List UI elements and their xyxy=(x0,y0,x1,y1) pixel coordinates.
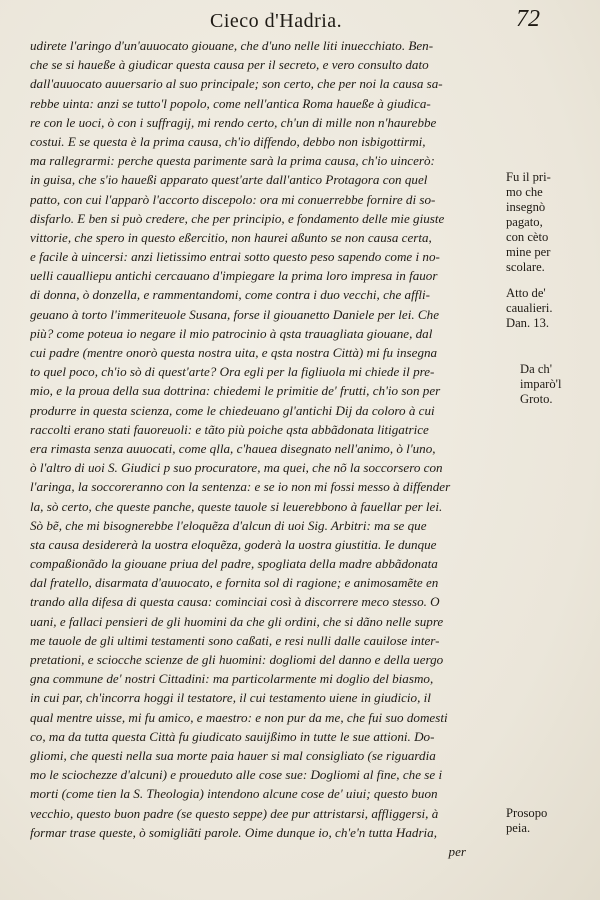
text-line: morti (come tien la S. Theologia) intendono alcune cose de' uiui; questo buon xyxy=(30,786,438,802)
margin-note-line: peia. xyxy=(506,821,531,835)
text-line: qual mentre uisse, mi fu amico, e maestro: e non pur da me, che fui suo domesti xyxy=(30,709,448,725)
margin-note-line: imparò'l xyxy=(520,377,562,391)
text-line: udirete l'aringo d'un'auuocato giouane, che d'uno nelle liti inuecchiato. Ben- xyxy=(30,38,434,53)
text-line: me tauole de gli ultimi testamenti sono caßati, e resi nulli dalle cauilose inter- xyxy=(30,632,440,648)
text-line: gliomi, che questi nella sua morte paia hauer si mal consigliato (se riguardia xyxy=(30,747,436,763)
text-line: to quel poco, ch'io sò di quest'arte? Ora egli per la figliuola mi chiede il pre- xyxy=(30,364,435,380)
margin-note-atto xyxy=(506,286,600,331)
text-line: sta causa desidererà la uostra eloquẽza, goderà la uostra giustitia. Ie dunque xyxy=(30,536,437,552)
text-line: rebbe uinta: anzi se tutto'l popolo, come nell'antica Roma haueße à giudica- xyxy=(30,95,431,111)
margin-note-line: mo che xyxy=(506,185,543,199)
running-title: Cieco d'Hadria. xyxy=(210,10,343,32)
catchword: per xyxy=(448,843,466,859)
margin-note-line: Fu il pri- xyxy=(506,170,551,184)
text-line: vecchio, questo buon padre (se questo seppe) dee pur attristarsi, affliggersi, à xyxy=(30,805,439,821)
text-line: cui padre (mentre onorò questa nostra uita, e qsta nostra Città) mi fu insegna xyxy=(30,345,438,360)
text-line: disfarlo. E ben si può credere, che per principio, e fondamento delle mie giuste xyxy=(30,210,445,226)
margin-note-line: con cèto xyxy=(506,230,549,244)
text-line: ma rallegrarmi: perche questa parimente sarà la prima causa, ch'io uincerò: xyxy=(30,153,435,169)
text-line: formar trase queste, ò somigliãti parole. Oime dunque io, ch'e'n tutta Hadria, xyxy=(30,824,437,840)
text-line: la, sò certo, che queste panche, queste tauole si leuerebbono à fauellar per lei. xyxy=(30,498,443,514)
text-line: ò l'altro di uoi S. Giudici p suo procuratore, ma quei, che nõ la soccorsero con xyxy=(30,460,443,476)
margin-note-line: caualieri. xyxy=(506,301,553,315)
text-line: mo le sciochezze d'alcuni) e proueduto alle cose sue: Dogliomi al fine, che se i xyxy=(30,767,443,783)
text-line: era rimasta senza auuocati, come qlla, c'hauea disegnato nell'animo, ò l'uno, xyxy=(30,440,436,456)
text-line: in cui par, ch'incorra hoggi il testatore, il cui testamento uiene in giudicio, il xyxy=(30,690,431,706)
margin-note-line: pagato, xyxy=(506,215,543,229)
text-line: più? come poteua io negare il mio patrocinio à qsta trauagliata giouane, dal xyxy=(30,325,433,341)
text-line: uani, e fallaci pensieri de gli huomini da che gli ordini, che si dãno nelle supre xyxy=(30,613,444,629)
text-line: raccolti erano stati fauoreuoli: e tãto più poiche qsta abbãdonata litigatrice xyxy=(30,421,429,437)
margin-note-groto xyxy=(520,362,600,407)
text-line: dall'auuocato auuersario al suo principale; son certo, che per noi la causa sa- xyxy=(30,76,443,92)
text-line: re con le uoci, ò con i suffragij, mi rendo certo, ch'un di mille non n'haurebbe xyxy=(30,114,437,130)
text-line: mio, e la proua della sua dottrina: chiedemi le primitie de' frutti, ch'io son per xyxy=(30,383,441,399)
margin-note-line: Atto de' xyxy=(506,286,546,300)
margin-note-line: Da ch' xyxy=(520,362,552,376)
margin-note-line: insegnò xyxy=(506,200,546,214)
margin-note-protagora xyxy=(506,170,600,275)
margin-note-line: scolare. xyxy=(506,260,545,274)
margin-note-line: mine per xyxy=(506,245,551,259)
text-line: costui. E se questa è la prima causa, ch'io diffendo, debbo non isbigottirmi, xyxy=(30,133,426,149)
text-line: produrre in questa scienza, come le chiedeuano gl'antichi Dij da coloro à cui xyxy=(30,402,435,418)
text-line: co, ma da tutta questa Città fu giudicato sauijßimo in tutte le sue attioni. Do- xyxy=(30,728,435,744)
text-line: geuano à torto l'immeriteuole Susana, forse il giouanetto Daniele per lei. Che xyxy=(30,306,440,322)
page-number: 72 xyxy=(516,6,540,32)
text-line: uelli caualliери antichi cercauano d'impiegare la prima loro impresa in fauor xyxy=(30,268,438,284)
page-header xyxy=(0,4,600,38)
text-line: compaßionãdo la giouane priua del padre, spogliata della madre abbãdonata xyxy=(30,556,438,572)
text-line: in guisa, che s'io haueßi apparato quest'arte dall'antico Protagora con quel xyxy=(30,172,428,188)
text-line: Sò bẽ, che mi bisognerebbe l'eloquẽza d'alcun di uoi Sig. Arbitri: ma se que xyxy=(30,517,427,533)
text-line: gna commune de' nostri Cittadini: ma particolarmente mi doglio del biasmo, xyxy=(30,671,434,687)
text-line: trando alla difesa di questa causa: cominciai così à discorrere meco stesso. O xyxy=(30,594,440,610)
margin-note-line: Prosopo xyxy=(506,806,548,820)
text-line: l'aringa, la soccoreranno con la sentenza: e se io non mi fossi messo à diffender xyxy=(30,479,451,495)
text-line: dal fratello, disarmata d'auuocato, e fornita sol di ragione; e animosamẽte en xyxy=(30,575,439,591)
main-text-block xyxy=(30,36,516,861)
text-line: vittorie, che spero in questo eßercitio, non haurei aßunto se non causa certa, xyxy=(30,229,432,245)
text-line: patto, con cui l'apparò l'accorto discepolo: ora mi conuerrebbe fornire di so- xyxy=(30,191,436,207)
text-line: e facile à uincersi: anzi lietissimo entrai sotto questo peso sapendo come i no- xyxy=(30,249,440,265)
margin-note-line: Groto. xyxy=(520,392,553,406)
text-line: di donna, ò donzella, e rammentandomi, come contra i duo vecchi, che affli- xyxy=(30,287,431,303)
text-line: che se si haueße à giudicar questa causa per il secreto, e vero consulto dato xyxy=(30,57,429,73)
margin-note-prosopopeia xyxy=(506,806,600,836)
margin-note-line: Dan. 13. xyxy=(506,316,550,330)
text-line: pretationi, e sciocche scienze de gli huomini: dogliomi del danno e della uergo xyxy=(30,652,444,667)
